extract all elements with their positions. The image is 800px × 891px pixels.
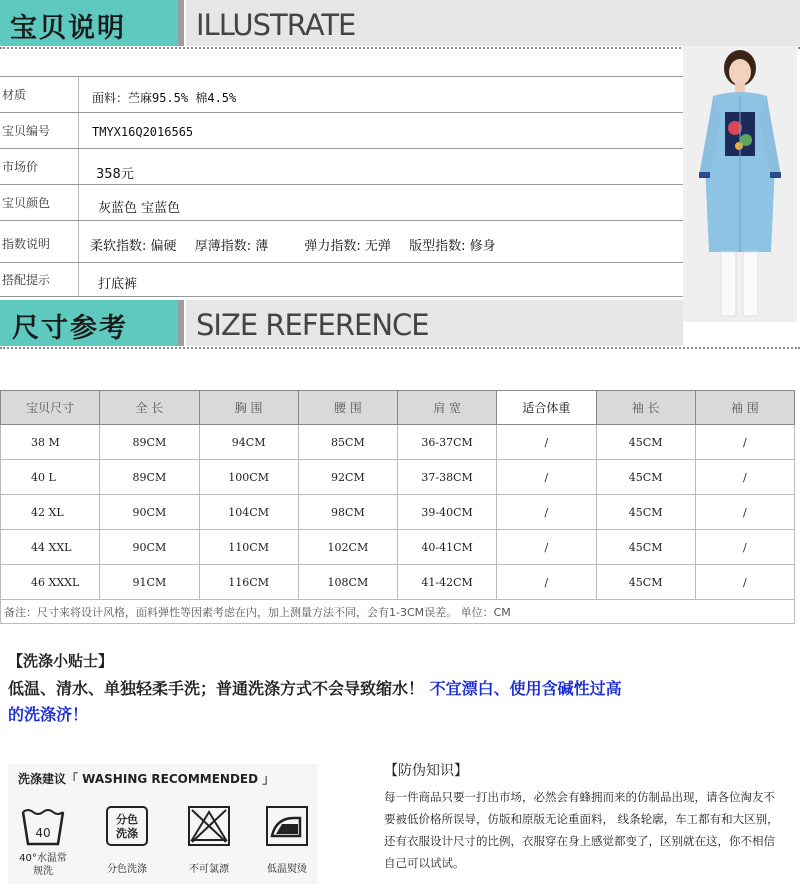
size-cell: 110CM bbox=[199, 530, 298, 565]
size-cell: / bbox=[695, 460, 794, 495]
size-cell: 104CM bbox=[199, 495, 298, 530]
anti-fake-title: 【防伪知识】 bbox=[384, 763, 468, 779]
size-cell: 100CM bbox=[199, 460, 298, 495]
wash-40-label bbox=[8, 852, 78, 878]
size-cell: 89CM bbox=[100, 460, 199, 495]
washing-tips-title: 【洗涤小贴士】 bbox=[8, 652, 114, 670]
cell-divider bbox=[78, 113, 79, 148]
separate-wash-label: 分色洗涤 bbox=[107, 864, 147, 875]
section-banner-size bbox=[0, 300, 800, 346]
wash-40-icon bbox=[20, 804, 66, 848]
cell-divider bbox=[78, 185, 79, 220]
info-value: 358元 bbox=[96, 167, 134, 182]
section-title-cn: 尺寸参考 bbox=[12, 313, 128, 344]
size-header-cell: 适合体重 bbox=[497, 391, 596, 425]
size-cell: / bbox=[497, 425, 596, 460]
size-cell: 108CM bbox=[298, 565, 397, 600]
size-cell: / bbox=[695, 495, 794, 530]
washing-recommended-box bbox=[8, 764, 318, 884]
banner-stripe bbox=[178, 300, 184, 346]
size-table bbox=[0, 390, 795, 600]
size-header-cell: 全 长 bbox=[100, 391, 199, 425]
size-cell: 91CM bbox=[100, 565, 199, 600]
tips-text: 低温、清水、单独轻柔手洗；普通洗涤方式不会导致缩水！ bbox=[8, 679, 425, 698]
cell-divider bbox=[78, 263, 79, 296]
info-label: 宝贝颜色 bbox=[2, 196, 51, 210]
separate-wash-icon bbox=[104, 804, 150, 848]
size-cell: 40 L bbox=[1, 460, 100, 495]
info-value: 灰蓝色 宝蓝色 bbox=[98, 201, 181, 216]
size-cell: 40-41CM bbox=[398, 530, 497, 565]
table-row bbox=[1, 565, 795, 600]
washing-tips-line1 bbox=[8, 676, 622, 699]
size-header-cell: 袖 围 bbox=[695, 391, 794, 425]
info-label: 宝贝编号 bbox=[2, 124, 51, 138]
washing-tips-line2: 的洗涤济！ bbox=[8, 705, 89, 724]
size-cell: 39-40CM bbox=[398, 495, 497, 530]
size-cell: / bbox=[497, 460, 596, 495]
tips-warning-text: 不宜漂白、使用含碱性过高 bbox=[429, 679, 622, 698]
table-row bbox=[1, 495, 795, 530]
table-row bbox=[1, 460, 795, 495]
size-header-cell: 胸 围 bbox=[199, 391, 298, 425]
svg-text:洗涤: 洗涤 bbox=[116, 827, 138, 840]
size-cell: 45CM bbox=[596, 565, 695, 600]
table-row bbox=[1, 425, 795, 460]
size-cell: 98CM bbox=[298, 495, 397, 530]
size-cell: 94CM bbox=[199, 425, 298, 460]
info-row-index bbox=[0, 221, 683, 263]
info-row-color bbox=[0, 185, 683, 221]
size-table-header bbox=[1, 391, 795, 425]
size-cell: 45CM bbox=[596, 425, 695, 460]
dotted-divider bbox=[0, 347, 800, 349]
no-bleach-label: 不可氯漂 bbox=[189, 864, 229, 875]
size-cell: / bbox=[497, 530, 596, 565]
table-row bbox=[1, 530, 795, 565]
size-cell: 44 XXL bbox=[1, 530, 100, 565]
low-iron-label: 低温熨烫 bbox=[267, 864, 307, 875]
size-cell: 42 XL bbox=[1, 495, 100, 530]
icon-label: 40°水温常规洗 bbox=[19, 853, 67, 877]
size-header-cell: 腰 围 bbox=[298, 391, 397, 425]
size-cell: 85CM bbox=[298, 425, 397, 460]
size-cell: 45CM bbox=[596, 530, 695, 565]
size-cell: 45CM bbox=[596, 460, 695, 495]
size-cell: 90CM bbox=[100, 495, 199, 530]
thick-value: 薄 bbox=[255, 239, 269, 254]
low-iron-icon bbox=[264, 804, 310, 848]
elastic-value: 无弹 bbox=[364, 239, 391, 254]
washing-title: 洗涤建议「 WASHING RECOMMENDED 」 bbox=[18, 772, 275, 786]
section-title-en: SIZE REFERENCE bbox=[196, 308, 429, 342]
size-header-cell: 肩 宽 bbox=[398, 391, 497, 425]
product-info-table bbox=[0, 76, 683, 297]
size-cell: 92CM bbox=[298, 460, 397, 495]
index-values bbox=[90, 235, 510, 254]
info-row-code bbox=[0, 113, 683, 149]
size-cell: 38 M bbox=[1, 425, 100, 460]
size-cell: 89CM bbox=[100, 425, 199, 460]
anti-fake-body: 每一件商品只要一打出市场，必然会有蜂拥而来的仿制品出现，请各位淘友不要被低价格所误导，仿版和原版无论重面料， 线条轮廓，车工都有和大区别，还有衣服设计尺寸的比例，衣服穿在身上感觉都变了，区别就在这，你不相信自己可以试试。 bbox=[384, 790, 779, 870]
svg-text:分色: 分色 bbox=[116, 813, 138, 826]
size-cell: 37-38CM bbox=[398, 460, 497, 495]
section-banner-illustrate bbox=[0, 0, 800, 46]
size-cell: 45CM bbox=[596, 495, 695, 530]
size-cell: / bbox=[695, 565, 794, 600]
info-label: 搭配提示 bbox=[2, 273, 51, 287]
size-cell: 116CM bbox=[199, 565, 298, 600]
size-cell: / bbox=[695, 425, 794, 460]
thick-label: 厚薄指数: bbox=[194, 239, 252, 254]
info-value: 打底裤 bbox=[98, 277, 138, 292]
info-label: 市场价 bbox=[2, 160, 39, 174]
size-header-cell: 宝贝尺寸 bbox=[1, 391, 100, 425]
banner-stripe bbox=[178, 0, 184, 46]
size-cell: 102CM bbox=[298, 530, 397, 565]
info-row-price bbox=[0, 149, 683, 185]
info-value: 面料：苎麻95.5% 棉4.5% bbox=[92, 91, 237, 105]
no-bleach-icon bbox=[186, 804, 232, 848]
info-row-match bbox=[0, 263, 683, 297]
size-cell: 36-37CM bbox=[398, 425, 497, 460]
size-cell: / bbox=[695, 530, 794, 565]
size-table-body bbox=[1, 425, 795, 600]
soft-value: 偏硬 bbox=[150, 239, 177, 254]
info-label: 材质 bbox=[2, 88, 27, 102]
svg-text:40: 40 bbox=[35, 826, 51, 840]
model-illustration bbox=[683, 46, 797, 322]
soft-label: 柔软指数: bbox=[90, 239, 147, 254]
section-title-en: ILLUSTRATE bbox=[196, 8, 356, 42]
fit-value: 修身 bbox=[469, 239, 496, 254]
size-cell: 90CM bbox=[100, 530, 199, 565]
section-title-cn: 宝贝说明 bbox=[10, 13, 126, 44]
info-row-material bbox=[0, 77, 683, 113]
dotted-divider bbox=[0, 47, 800, 49]
size-header-cell: 袖 长 bbox=[596, 391, 695, 425]
cell-divider bbox=[78, 149, 79, 184]
info-label: 指数说明 bbox=[2, 237, 51, 251]
elastic-label: 弹力指数: bbox=[304, 239, 361, 254]
size-note: 备注：尺寸来将设计风格，面料弹性等因素考虑在内，加上测量方法不同，会有1-3CM误差。 单位：CM bbox=[4, 606, 511, 619]
cell-divider bbox=[78, 221, 79, 262]
size-cell: / bbox=[497, 565, 596, 600]
product-photo bbox=[683, 46, 797, 322]
size-cell: 41-42CM bbox=[398, 565, 497, 600]
fit-label: 版型指数: bbox=[409, 239, 466, 254]
size-cell: 46 XXXL bbox=[1, 565, 100, 600]
size-cell: / bbox=[497, 495, 596, 530]
cell-divider bbox=[78, 77, 79, 112]
info-value: TMYX16Q2016565 bbox=[92, 125, 194, 139]
